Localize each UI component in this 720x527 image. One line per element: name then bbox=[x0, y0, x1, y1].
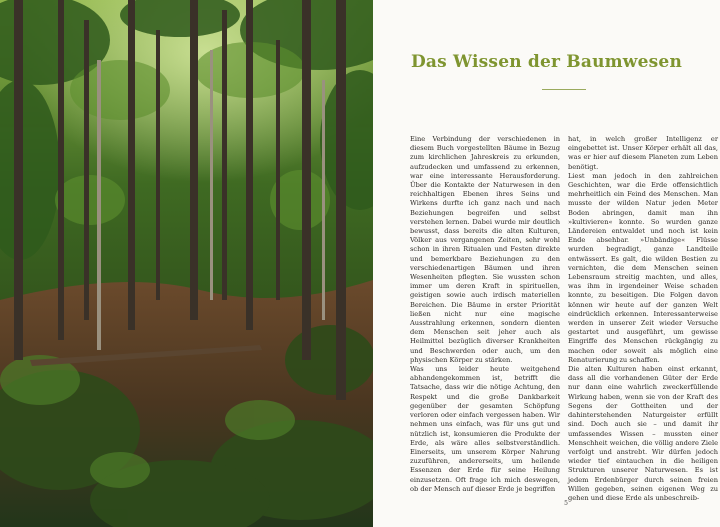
paragraph: hat, in welch großer Intelligenz er eingebettet ist. Unser Körper erhält all das, was er hier auf diesem Planeten zum Leben benötigt. bbox=[568, 135, 718, 171]
chapter-title: Das Wissen der Baumwesen bbox=[410, 52, 683, 72]
text-page bbox=[373, 0, 720, 527]
text-column-left bbox=[410, 135, 560, 494]
paragraph: Die alten Kulturen haben einst erkannt, dass all die vorhandenen Güter der Erde nur dann eine wahrlich zweckerfüllende Wirkung haben, wenn sie von der Kraft des Segens der Gottheiten und der dahinterstehenden Naturgeister erfüllt sind. Doch auch sie – und damit ihr umfassendes Wissen – mussten einer Menschheit weichen, die völlig andere Ziele verfolgt und anstrebt. Wir dürfen jedoch wieder tief eintauchen in die heiligen Strukturen unserer Naturwesen. Es ist jedem Erdenbürger durch seinen freien Willen gegeben, seinen eigenen Weg zu gehen und diese Erde als unbeschreib- bbox=[568, 365, 718, 502]
text-column-right bbox=[568, 135, 718, 503]
page-number: 5 bbox=[564, 500, 568, 507]
title-divider bbox=[542, 89, 586, 90]
paragraph: Eine Verbindung der verschiedenen in diesem Buch vorgestellten Bäume in Bezug zum kirchlichen Jahreskreis zu erkunden, aufzudecken und umfassend zu erkennen, war eine interessante Herausforderung. Über die Kontakte der Naturwesen in den reichhaltigen Ebenen ihres Seins und Wirkens durfte ich ganz nach und nach Beziehungen begreifen und selbst verstehen lernen. Dabei wurde mir deutlich bewusst, dass bereits die alten Kulturen, Völker aus vergangenen Zeiten, sehr wohl schon in ihren Ritualen und Festen direkte und bemerkbare Beziehungen zu den verschiedenartigen Bäumen und ihren Wesenheiten pflegten. Sie wussten schon immer um deren Kraft in spirituellen, geistigen sowie auch irdisch materiellen Bereichen. Die Bäume in erster Priorität ließen nicht nur eine magische Ausstrahlung erkennen, sondern dienten dem Menschen seit jeher auch als Heilmittel bezüglich diverser Krankheiten und Beschwerden oder auch, um den physischen Körper zu stärken. bbox=[410, 135, 560, 364]
paragraph: Was uns leider heute weitgehend abhandengekommen ist, betrifft die Tatsache, dass wir die nötige Achtung, den Respekt und die große Dankbarkeit gegenüber der gesamten Schöpfung verloren oder einfach vergessen haben. Wir nehmen uns einfach, was für uns gut und nützlich ist, konsumieren die Produkte der Erde, als wäre alles selbstverständlich. Einerseits, um unserem Körper Nahrung zuzuführen, andererseits, um heilende Essenzen der Erde für seine Heilung einzusetzen. Oft frage ich mich deswegen, ob der Mensch auf dieser Erde je begriffen bbox=[410, 365, 560, 493]
paragraph: Liest man jedoch in den zahlreichen Geschichten, war die Erde offensichtlich mehrheitlich ein Feind des Menschen. Man musste der wilden Natur jeden Meter Boden abringen, damit man ihn »kultivieren« konnte. So wurden ganze Ländereien entwaldet und noch ist kein Ende absehbar. »Unbändige« Flüsse wurden begradigt, ganze Landteile entwässert. Es galt, die wilden Bestien zu vernichten, die dem Menschen seinen Lebensraum streitig machten, und alles, was ihm in irgendeiner Weise schaden konnte, zu beseitigen. Die Folgen davon können wir heute auf der ganzen Welt eindrücklich erkennen. Interessanterweise werden in unserer Zeit wieder Versuche gestartet und ausgeführt, um gewisse Eingriffe des Menschen rückgängig zu machen oder soweit als möglich eine Renaturierung zu schaffen. bbox=[568, 171, 718, 364]
